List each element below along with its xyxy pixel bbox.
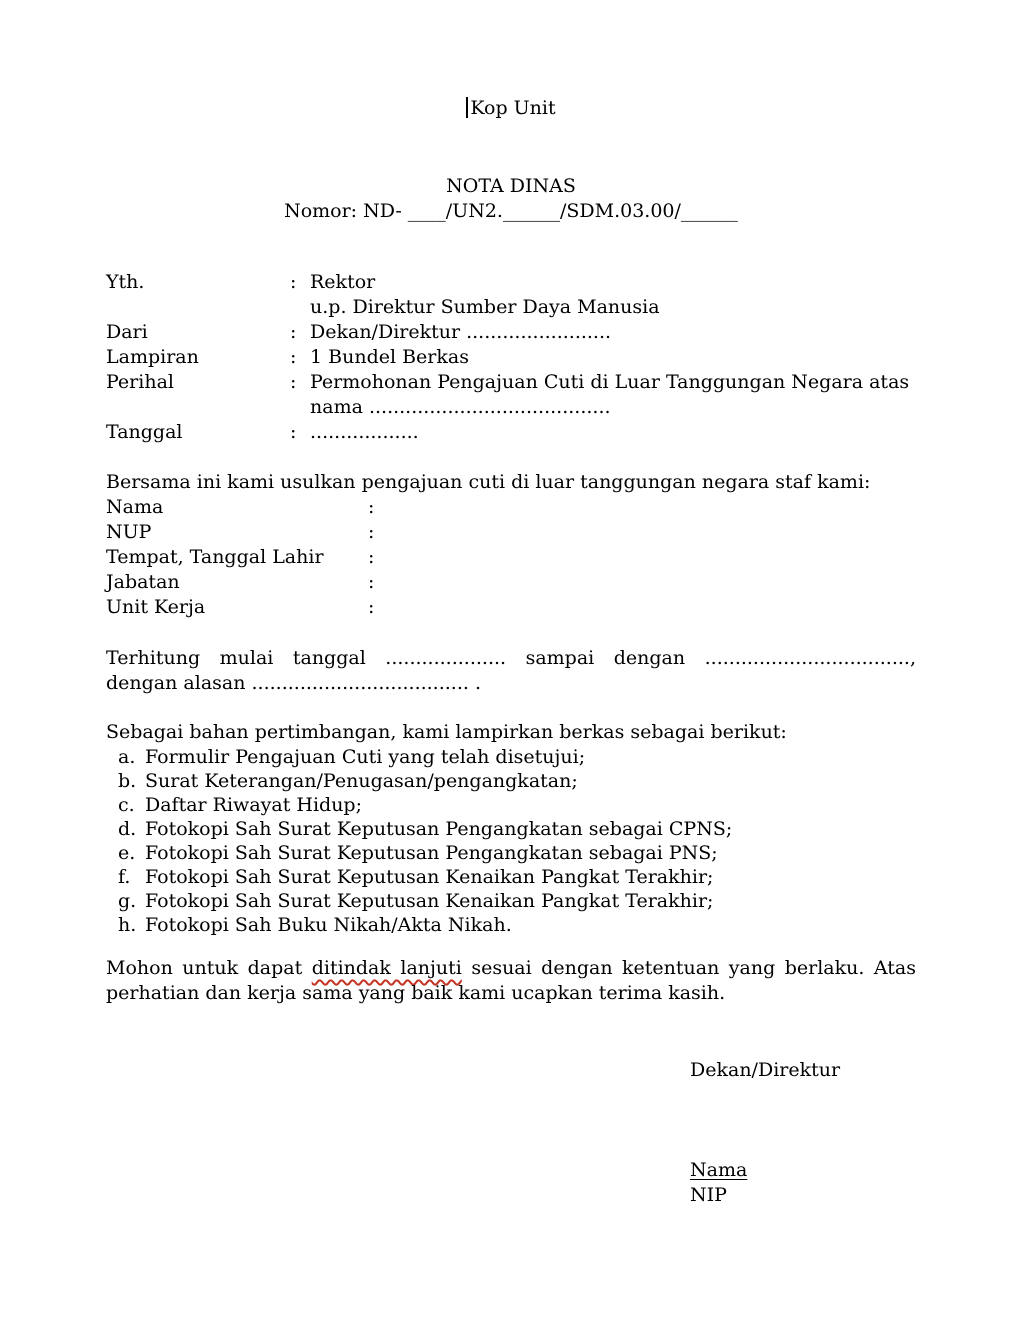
field-row-perihal-continuation: [106, 395, 916, 420]
list-text: Formulir Pengajuan Cuti yang telah disetujui;: [145, 746, 586, 768]
staff-detail-fields: [106, 495, 916, 620]
list-text: Fotokopi Sah Buku Nikah/Akta Nikah.: [145, 914, 512, 936]
period-paragraph: [106, 646, 916, 696]
field-row-lampiran: [106, 345, 916, 370]
letterhead-text: Kop Unit: [470, 97, 556, 119]
list-text: Daftar Riwayat Hidup;: [145, 794, 362, 816]
list-text: Fotokopi Sah Surat Keputusan Pengangkatan sebagai CPNS;: [145, 818, 733, 840]
detail-label: Tempat, Tanggal Lahir: [106, 546, 324, 568]
detail-label: Jabatan: [106, 571, 180, 593]
document-number-line: Nomor: ND- ____/UN2.______/SDM.03.00/______: [284, 200, 738, 222]
detail-value: [388, 570, 916, 595]
field-value: 1 Bundel Berkas: [310, 346, 469, 368]
detail-value: [388, 495, 916, 520]
list-item: [106, 769, 916, 793]
closing-text-after: sesuai dengan ketentuan yang berlaku. Atas: [461, 957, 916, 979]
attachments-intro: Sebagai bahan pertimbangan, kami lampirkan berkas sebagai berikut:: [106, 721, 787, 743]
text-cursor-caret: [466, 97, 468, 118]
list-item: [106, 889, 916, 913]
memo-header-fields: [106, 270, 916, 445]
detail-value: [388, 595, 916, 620]
field-row-dari: [106, 320, 916, 345]
list-marker: e.: [118, 842, 136, 864]
detail-label: Nama: [106, 496, 164, 518]
field-value: Rektor: [310, 271, 376, 293]
list-item: [106, 841, 916, 865]
spellcheck-flagged-text: ditindak lanjuti: [311, 957, 462, 979]
field-value: Permohonan Pengajuan Cuti di Luar Tanggungan Negara atas: [310, 371, 910, 393]
letterhead-line: [106, 96, 916, 121]
list-marker: d.: [118, 818, 137, 840]
field-label: Tanggal: [106, 421, 183, 443]
closing-line2: perhatian dan kerja sama yang baik kami ucapkan terima kasih.: [106, 982, 726, 1004]
detail-colon: :: [368, 571, 375, 593]
list-item: [106, 865, 916, 889]
list-item: [106, 817, 916, 841]
field-label: [106, 395, 290, 420]
field-value: Dekan/Direktur ........................: [310, 321, 612, 343]
signature-role: Dekan/Direktur: [690, 1059, 841, 1081]
title-block: [106, 174, 916, 224]
detail-value: [388, 545, 916, 570]
detail-colon: :: [368, 596, 375, 618]
field-colon: :: [290, 421, 297, 443]
list-item: [106, 745, 916, 769]
signature-nip-label: NIP: [690, 1184, 727, 1206]
field-value: ..................: [310, 421, 419, 443]
field-row-tanggal: [106, 420, 916, 445]
list-text: Fotokopi Sah Surat Keputusan Kenaikan Pangkat Terakhir;: [145, 890, 714, 912]
field-label: Perihal: [106, 371, 174, 393]
signature-block: [690, 1058, 916, 1208]
intro-paragraph: Bersama ini kami usulkan pengajuan cuti di luar tanggungan negara staf kami:: [106, 471, 871, 493]
closing-text-before: Mohon untuk dapat: [106, 957, 312, 979]
detail-label: Unit Kerja: [106, 596, 206, 618]
detail-colon: :: [368, 521, 375, 543]
field-colon: [290, 295, 310, 320]
signature-name-placeholder: Nama: [690, 1159, 748, 1181]
list-item: [106, 913, 916, 937]
list-marker: h.: [118, 914, 137, 936]
detail-row-unit-kerja: [106, 595, 916, 620]
field-colon: :: [290, 371, 297, 393]
list-text: Fotokopi Sah Surat Keputusan Pengangkatan sebagai PNS;: [145, 842, 718, 864]
detail-row-nup: [106, 520, 916, 545]
detail-value: [388, 520, 916, 545]
field-row-yth: [106, 270, 916, 295]
list-marker: c.: [118, 794, 135, 816]
field-colon: [290, 395, 310, 420]
list-marker: a.: [118, 746, 136, 768]
list-marker: f.: [118, 866, 131, 888]
detail-colon: :: [368, 496, 375, 518]
detail-row-jabatan: [106, 570, 916, 595]
period-line1: Terhitung mulai tanggal .................... sampai dengan ..................................,: [106, 647, 916, 669]
list-text: Fotokopi Sah Surat Keputusan Kenaikan Pangkat Terakhir;: [145, 866, 714, 888]
detail-row-tempat-tanggal-lahir: [106, 545, 916, 570]
field-colon: :: [290, 271, 297, 293]
detail-label: NUP: [106, 521, 152, 543]
field-row-perihal: [106, 370, 916, 395]
field-value: u.p. Direktur Sumber Daya Manusia: [310, 296, 660, 318]
period-line2: dengan alasan .................................... .: [106, 672, 481, 694]
field-label: [106, 295, 290, 320]
field-label: Dari: [106, 321, 148, 343]
list-marker: g.: [118, 890, 137, 912]
document-title: NOTA DINAS: [446, 175, 576, 197]
closing-line1: [106, 956, 916, 981]
list-item: [106, 793, 916, 817]
detail-row-nama: [106, 495, 916, 520]
field-colon: :: [290, 346, 297, 368]
detail-colon: :: [368, 546, 375, 568]
field-colon: :: [290, 321, 297, 343]
list-marker: b.: [118, 770, 137, 792]
list-text: Surat Keterangan/Penugasan/pengangkatan;: [145, 770, 578, 792]
field-value: nama ........................................: [310, 396, 611, 418]
closing-paragraph: [106, 956, 916, 1006]
field-row-yth-continuation: [106, 295, 916, 320]
field-label: Yth.: [106, 271, 145, 293]
field-label: Lampiran: [106, 346, 199, 368]
attachments-list: [106, 745, 916, 937]
